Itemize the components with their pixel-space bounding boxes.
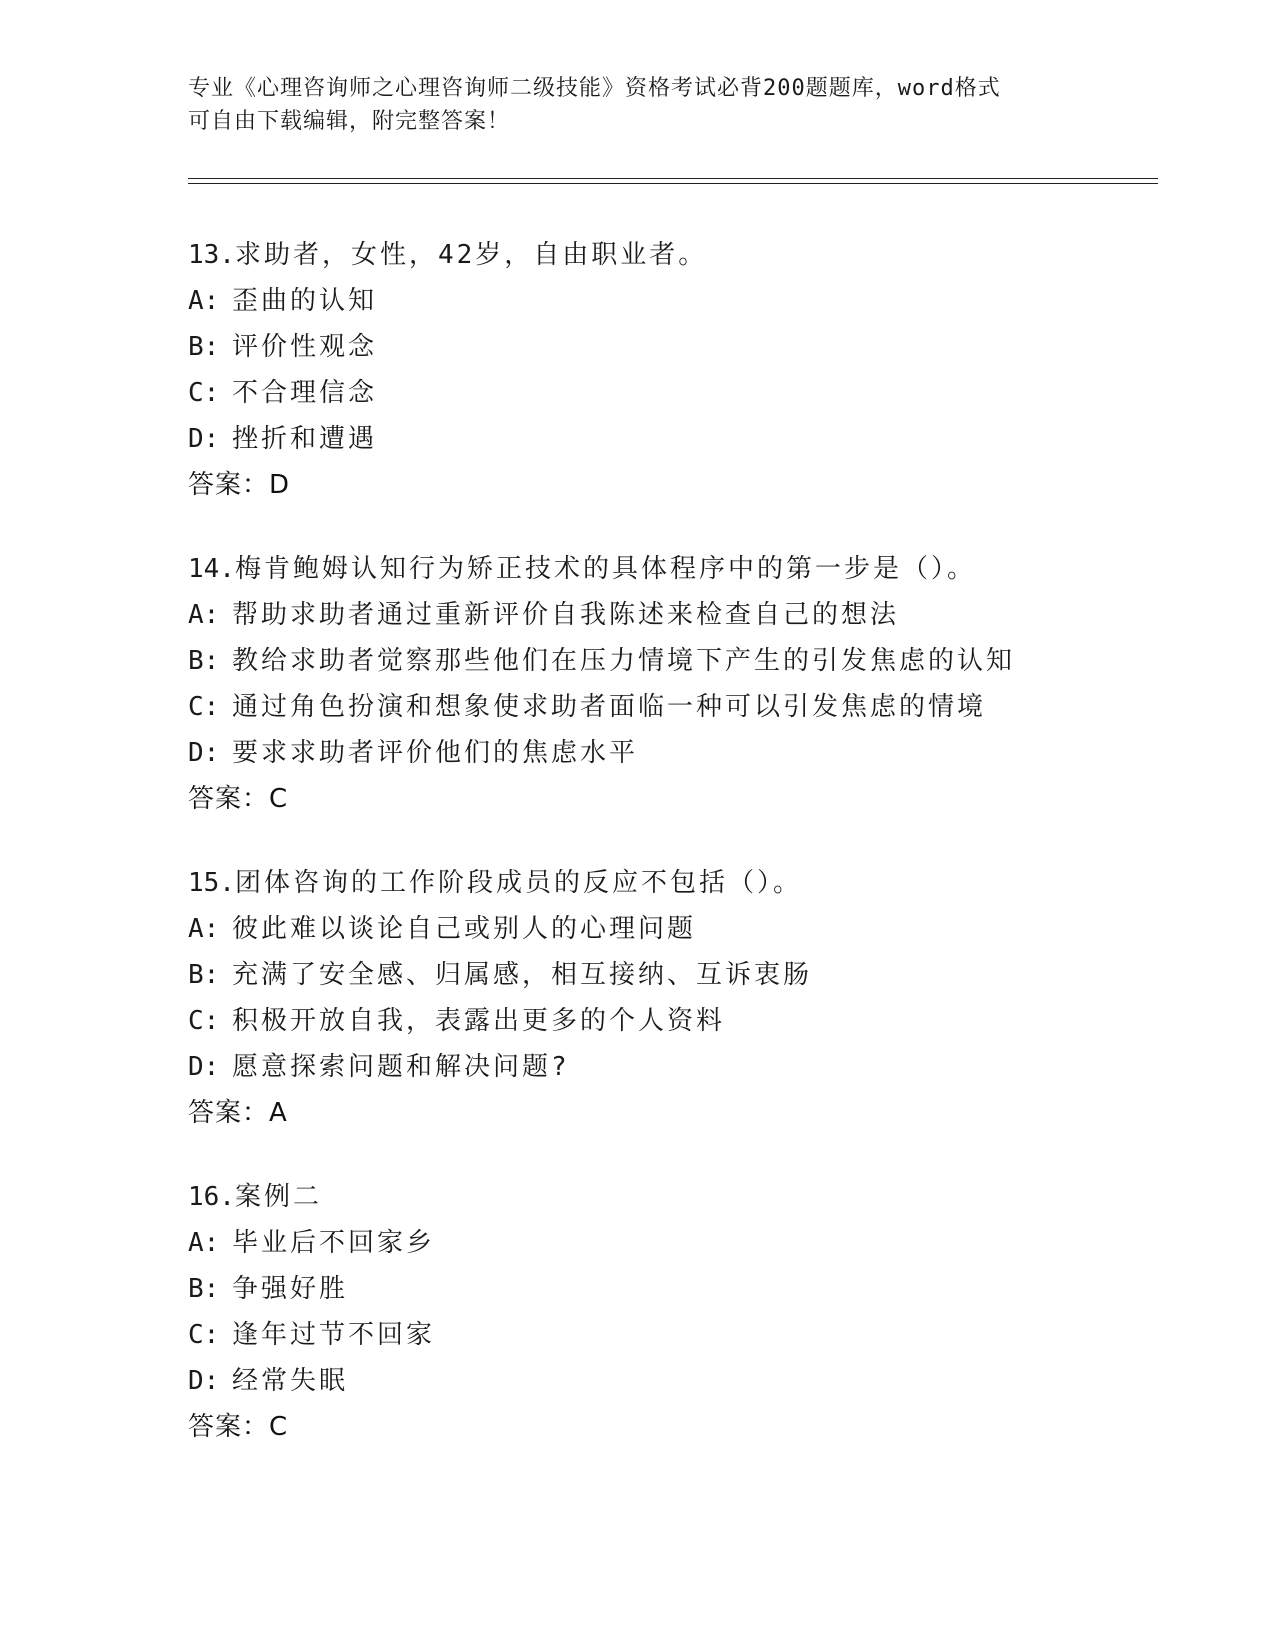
option-text: 挫折和遭遇 — [232, 424, 378, 454]
option-c — [188, 998, 1188, 1044]
option-text: 经常失眠 — [232, 1366, 349, 1396]
answer-value: C — [269, 784, 289, 814]
option-text: 评价性观念 — [232, 332, 378, 362]
question-14 — [188, 546, 1188, 822]
option-b — [188, 638, 1188, 684]
option-text: 毕业后不回家乡 — [232, 1228, 436, 1258]
option-key: D: — [188, 1052, 220, 1082]
question-stem — [188, 860, 1188, 906]
option-key: C: — [188, 692, 220, 722]
question-text: 团体咨询的工作阶段成员的反应不包括（）。 — [234, 868, 802, 898]
question-13 — [188, 232, 1188, 508]
answer-label: 答案： — [188, 1098, 270, 1128]
question-16 — [188, 1174, 1188, 1450]
question-stem — [188, 1174, 1188, 1220]
option-text: 愿意探索问题和解决问题? — [232, 1052, 570, 1082]
question-15 — [188, 860, 1188, 1136]
question-text: 梅肯鲍姆认知行为矫正技术的具体程序中的第一步是（）。 — [234, 554, 976, 584]
option-key: D: — [188, 424, 220, 454]
option-a — [188, 592, 1188, 638]
option-key: A: — [188, 600, 220, 630]
option-key: D: — [188, 738, 220, 768]
option-text: 彼此难以谈论自己或别人的心理问题 — [232, 914, 697, 944]
option-key: C: — [188, 378, 220, 408]
option-text: 争强好胜 — [232, 1274, 349, 1304]
option-b — [188, 952, 1188, 998]
option-a — [188, 906, 1188, 952]
answer-label: 答案： — [188, 1412, 270, 1442]
answer-line — [188, 776, 1188, 822]
option-c — [188, 370, 1188, 416]
header-line-1: 专业《心理咨询师之心理咨询师二级技能》资格考试必背200题题库，word格式 — [188, 76, 1001, 101]
option-b — [188, 1266, 1188, 1312]
option-d — [188, 416, 1188, 462]
question-stem — [188, 232, 1188, 278]
option-text: 通过角色扮演和想象使求助者面临一种可以引发焦虑的情境 — [232, 692, 987, 722]
answer-value: D — [269, 470, 291, 500]
option-text: 要求求助者评价他们的焦虑水平 — [232, 738, 639, 768]
option-key: B: — [188, 960, 220, 990]
option-a — [188, 278, 1188, 324]
option-text: 教给求助者觉察那些他们在压力情境下产生的引发焦虑的认知 — [232, 646, 1016, 676]
option-d — [188, 1044, 1188, 1090]
option-text: 帮助求助者通过重新评价自我陈述来检查自己的想法 — [232, 600, 900, 630]
question-text: 案例二 — [234, 1182, 322, 1212]
option-key: A: — [188, 1228, 220, 1258]
option-key: A: — [188, 914, 220, 944]
option-b — [188, 324, 1188, 370]
option-a — [188, 1220, 1188, 1266]
option-text: 逢年过节不回家 — [232, 1320, 436, 1350]
option-d — [188, 730, 1188, 776]
answer-label: 答案： — [188, 784, 270, 814]
option-text: 积极开放自我，表露出更多的个人资料 — [232, 1006, 726, 1036]
question-text: 求助者，女性，42岁，自由职业者。 — [234, 240, 708, 270]
option-text: 充满了安全感、归属感，相互接纳、互诉衷肠 — [232, 960, 813, 990]
question-number: 14. — [188, 554, 235, 584]
header-line-2: 可自由下载编辑，附完整答案！ — [188, 109, 511, 134]
question-list — [188, 232, 1188, 1488]
answer-line — [188, 462, 1188, 508]
header-divider-bottom — [188, 183, 1158, 184]
answer-label: 答案： — [188, 470, 270, 500]
question-number: 15. — [188, 868, 235, 898]
option-text: 不合理信念 — [232, 378, 378, 408]
option-c — [188, 1312, 1188, 1358]
option-key: C: — [188, 1006, 220, 1036]
option-text: 歪曲的认知 — [232, 286, 378, 316]
option-key: C: — [188, 1320, 220, 1350]
option-key: B: — [188, 332, 220, 362]
question-number: 16. — [188, 1182, 235, 1212]
answer-value: C — [269, 1412, 289, 1442]
answer-value: A — [269, 1098, 288, 1128]
question-stem — [188, 546, 1188, 592]
answer-line — [188, 1090, 1188, 1136]
option-key: B: — [188, 646, 220, 676]
question-number: 13. — [188, 240, 235, 270]
option-key: A: — [188, 286, 220, 316]
option-key: B: — [188, 1274, 220, 1304]
header-divider-top — [188, 178, 1158, 179]
answer-line — [188, 1404, 1188, 1450]
document-header — [188, 72, 1088, 138]
option-d — [188, 1358, 1188, 1404]
option-c — [188, 684, 1188, 730]
option-key: D: — [188, 1366, 220, 1396]
